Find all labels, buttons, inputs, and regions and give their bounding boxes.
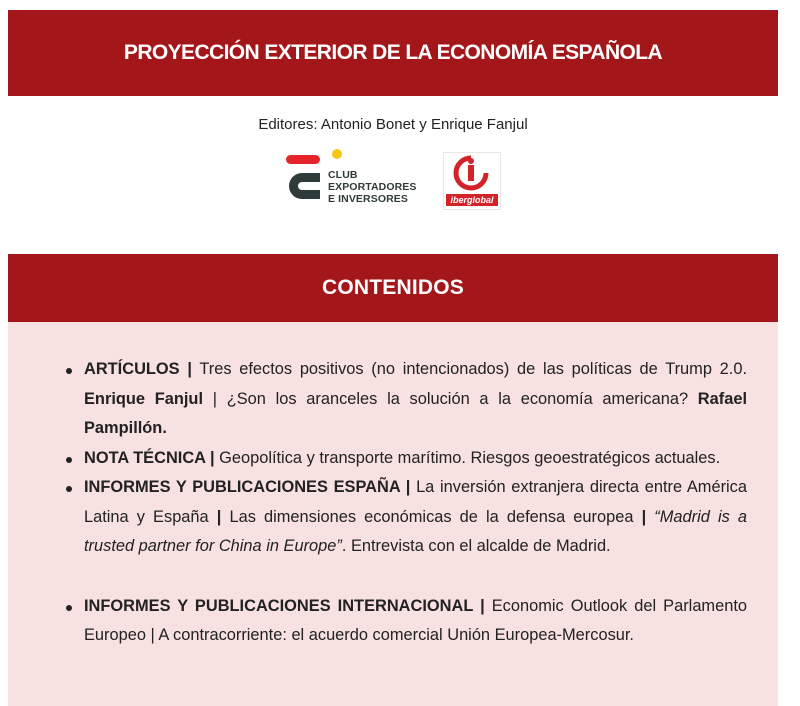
- club-line-2: EXPORTADORES: [328, 181, 417, 193]
- yellow-dot-icon: [332, 149, 342, 159]
- item-heading[interactable]: INFORMES Y PUBLICACIONES INTERNACIONAL |: [84, 596, 485, 615]
- item-text[interactable]: La inversión extranjera directa entre América Latina y España: [84, 478, 747, 526]
- item-text[interactable]: Geopolítica y transporte marítimo. Riesgos geoestratégicos actuales.: [214, 448, 721, 467]
- item-heading[interactable]: INFORMES Y PUBLICACIONES ESPAÑA |: [84, 478, 411, 496]
- item-heading[interactable]: ARTÍCULOS |: [84, 360, 192, 378]
- contents-list-section: [8, 322, 778, 706]
- item-text[interactable]: Economic Outlook del Parlamento Europeo | A contracorriente: el acuerdo comercial Unión Europea-Mercosur.: [84, 596, 747, 644]
- editors-line: Editores: Antonio Bonet y Enrique Fanjul: [258, 116, 528, 133]
- item-heading[interactable]: NOTA TÉCNICA |: [84, 448, 215, 467]
- header-banner: [8, 10, 778, 96]
- item-text[interactable]: | ¿Son los aranceles la solución a la economía americana?: [203, 389, 698, 408]
- item-separator: |: [216, 507, 222, 526]
- editors-section: [8, 96, 778, 254]
- list-item-informes-internacional: [64, 592, 747, 651]
- contents-banner: [8, 254, 778, 322]
- item-separator: |: [641, 507, 647, 526]
- club-line-1: CLUB: [328, 169, 358, 181]
- club-exportadores-logo[interactable]: [286, 152, 436, 212]
- item-author: Rafael Pampillón.: [84, 389, 747, 437]
- logos-row: [286, 152, 526, 212]
- list-item-articulos: [64, 355, 747, 444]
- item-text[interactable]: Las dimensiones económicas de la defensa europea: [221, 507, 642, 526]
- iberglobal-label: iberglobal: [446, 194, 498, 206]
- contents-title: CONTENIDOS: [321, 276, 464, 299]
- item-text[interactable]: Tres efectos positivos (no intencionados) de las políticas de Trump 2.0.: [191, 360, 748, 378]
- iberglobal-swirl-icon: [444, 153, 498, 193]
- contents-list: [64, 355, 747, 651]
- club-logo-text: [328, 169, 417, 205]
- club-line-3: E INVERSORES: [328, 193, 408, 205]
- club-exportadores-icon: [286, 152, 326, 210]
- item-author: Enrique Fanjul: [84, 389, 203, 408]
- iberglobal-logo[interactable]: [443, 152, 501, 210]
- newsletter-column: [8, 10, 778, 706]
- list-item-informes-espana: [64, 473, 747, 562]
- item-quote[interactable]: “Madrid is a trusted partner for China in Europe”: [84, 507, 748, 555]
- list-item-nota-tecnica: [64, 444, 747, 474]
- item-text[interactable]: . Entrevista con el alcalde de Madrid.: [341, 537, 611, 555]
- page-title: PROYECCIÓN EXTERIOR DE LA ECONOMÍA ESPAÑOLA: [123, 41, 663, 64]
